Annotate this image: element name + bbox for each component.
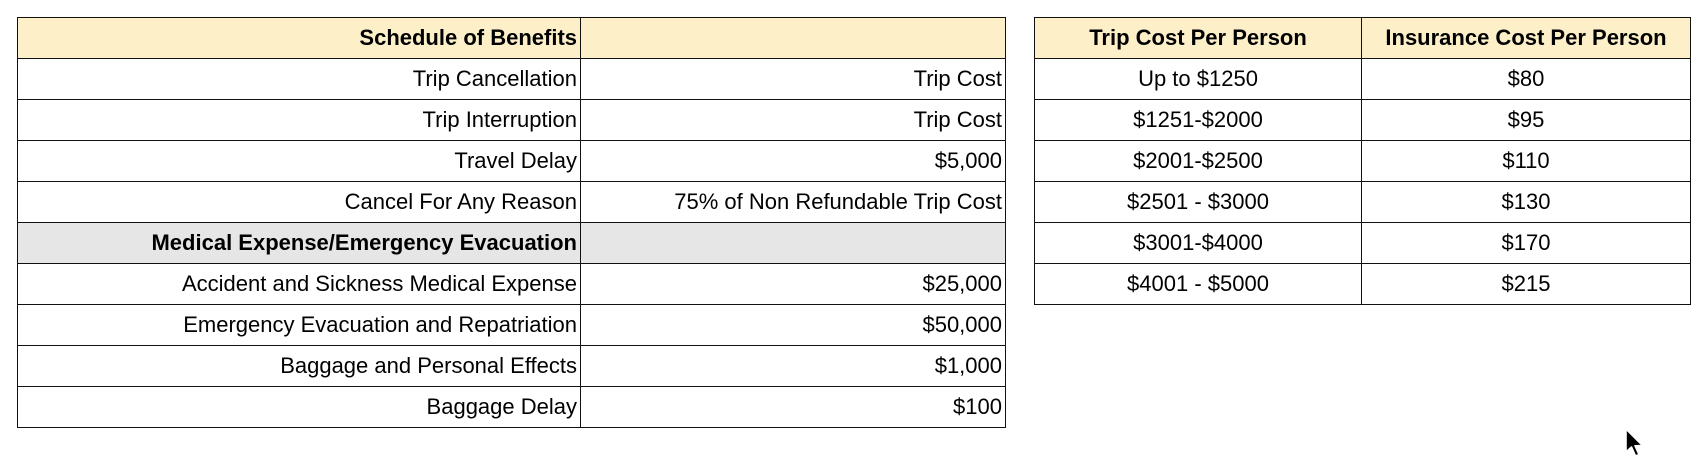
insurance-cost-cell: $110 [1362,141,1691,182]
benefit-row [18,264,1006,305]
benefit-label: Trip Cancellation [18,59,581,100]
benefit-value: $5,000 [581,141,1006,182]
rate-row [1035,223,1691,264]
insurance-cost-cell: $215 [1362,264,1691,305]
benefit-label: Cancel For Any Reason [18,182,581,223]
benefit-row [18,182,1006,223]
benefit-row [18,59,1006,100]
benefits-header-row [18,18,1006,59]
benefit-value: 75% of Non Refundable Trip Cost [581,182,1006,223]
benefit-label: Baggage and Personal Effects [18,346,581,387]
insurance-cost-cell: $80 [1362,59,1691,100]
benefit-label: Trip Interruption [18,100,581,141]
section-header-value [581,223,1006,264]
benefit-value: Trip Cost [581,100,1006,141]
benefit-row [18,141,1006,182]
insurance-cost-cell: $95 [1362,100,1691,141]
benefit-value: $1,000 [581,346,1006,387]
rate-row [1035,141,1691,182]
benefit-value: $25,000 [581,264,1006,305]
benefit-row [18,305,1006,346]
rate-row [1035,182,1691,223]
trip-cost-cell: Up to $1250 [1035,59,1362,100]
trip-cost-header: Trip Cost Per Person [1035,18,1362,59]
benefit-label: Travel Delay [18,141,581,182]
rate-row [1035,264,1691,305]
benefit-value: $50,000 [581,305,1006,346]
insurance-cost-cell: $130 [1362,182,1691,223]
trip-cost-cell: $2501 - $3000 [1035,182,1362,223]
schedule-of-benefits-table [17,17,1006,428]
benefits-header-value [581,18,1006,59]
benefit-row [18,387,1006,428]
benefit-row [18,100,1006,141]
rate-row [1035,59,1691,100]
benefit-label: Baggage Delay [18,387,581,428]
benefit-label: Accident and Sickness Medical Expense [18,264,581,305]
section-header-label: Medical Expense/Emergency Evacuation [18,223,581,264]
benefit-row [18,346,1006,387]
trip-cost-cell: $3001-$4000 [1035,223,1362,264]
benefit-label: Emergency Evacuation and Repatriation [18,305,581,346]
insurance-rates-table [1034,17,1691,305]
section-header-row [18,223,1006,264]
benefit-value: Trip Cost [581,59,1006,100]
insurance-cost-cell: $170 [1362,223,1691,264]
insurance-cost-header: Insurance Cost Per Person [1362,18,1691,59]
trip-cost-cell: $4001 - $5000 [1035,264,1362,305]
mouse-pointer-icon [1624,428,1646,458]
trip-cost-cell: $2001-$2500 [1035,141,1362,182]
rates-header-row [1035,18,1691,59]
benefits-header-label: Schedule of Benefits [18,18,581,59]
benefit-value: $100 [581,387,1006,428]
trip-cost-cell: $1251-$2000 [1035,100,1362,141]
rate-row [1035,100,1691,141]
